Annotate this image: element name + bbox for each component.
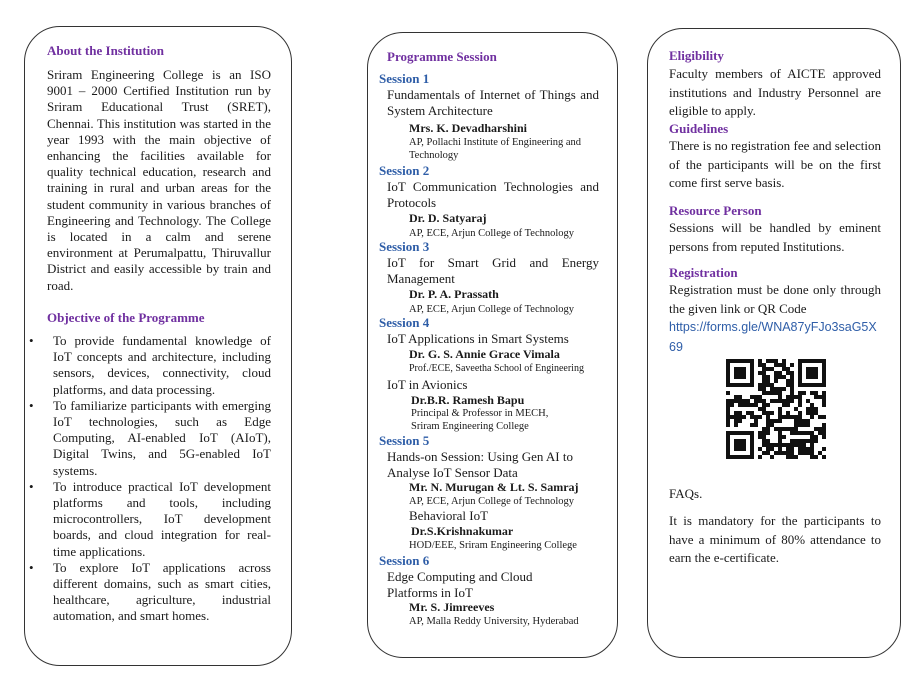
faqs-label: FAQs. [669, 486, 703, 501]
session-1-affiliation: AP, Pollachi Institute of Engineering and Technology [409, 137, 582, 161]
programme-heading: Programme Session [387, 49, 497, 64]
session-5-topic-2: Behavioral IoT [409, 508, 489, 523]
session-4-affiliation-2b: Sriram Engineering College [411, 421, 529, 432]
session-3-speaker: Dr. P. A. Prassath [409, 287, 499, 301]
bullet-icon: • [29, 397, 34, 413]
list-item: • To familiarize participants with emerging IoT technologies, such as Edge Computing, AI-enabled IoT (AIoT), Digital Twins, and 5G-enabled IoT systems. [29, 397, 271, 478]
eligibility-text: Faculty members of AICTE approved institutions and Industry Personnel are eligible to apply. [669, 66, 881, 118]
session-6-topic: Edge Computing and Cloud Platforms in IoT [387, 569, 533, 600]
session-2-topic: IoT Communication Technologies and Protocols [387, 179, 599, 210]
info-panel [647, 28, 901, 658]
eligibility-heading: Eligibility [669, 48, 724, 63]
session-3-affiliation: AP, ECE, Arjun College of Technology [409, 304, 575, 315]
registration-link[interactable]: https://forms.gle/WNA87yFJo3saG5X69 [669, 320, 877, 354]
bullet-icon: • [29, 333, 34, 348]
list-item: • To explore IoT applications across different domains, such as smart cities, healthcare, agriculture, industrial automation, and smart homes. [29, 559, 271, 624]
session-2-label: Session 2 [379, 163, 430, 178]
session-5-topic: Hands-on Session: Using Gen AI to Analyse IoT Sensor Data [387, 449, 573, 480]
about-text: Sriram Engineering College is an ISO 9001 – 2000 Certified Institution run by Sriram Educational Trust (SRET), Chennai. This institution was started in the year 1993 with the main objective of enhancing the facilities available for quality technical education, research and training in rural and urban areas for the student community in various branches of Engineering and Technology. The College is located in a calm and serene environment at Perumalpattu, Thiruvallur District and easily accessible by train and road. [47, 67, 271, 293]
list-item: • To provide fundamental knowledge of IoT concepts and architecture, including sensors, devices, connectivity, cloud platforms, and data processing. [29, 333, 271, 397]
registration-text: Registration must be done only through the given link or QR Code [669, 282, 881, 316]
session-5-affiliation-2: HOD/EEE, Sriram Engineering College [409, 540, 577, 551]
session-5-affiliation: AP, ECE, Arjun College of Technology [409, 496, 575, 507]
programme-panel [367, 32, 618, 658]
session-4-speaker-2: Dr.B.R. Ramesh Bapu [411, 393, 525, 407]
session-2-speaker: Dr. D. Satyaraj [409, 211, 487, 225]
guidelines-heading: Guidelines [669, 121, 729, 136]
session-4-speaker: Dr. G. S. Annie Grace Vimala [409, 347, 560, 361]
guidelines-text: There is no registration fee and selection of the participants will be on the first come first serve basis. [669, 138, 881, 190]
bullet-icon: • [29, 559, 34, 575]
session-2-affiliation: AP, ECE, Arjun College of Technology [409, 228, 575, 239]
objective-heading: Objective of the Programme [47, 310, 205, 325]
session-6-speaker: Mr. S. Jimreeves [409, 600, 495, 614]
session-4-topic: IoT Applications in Smart Systems [387, 331, 569, 346]
institution-panel [24, 26, 292, 666]
session-4-affiliation-2a: Principal & Professor in MECH, [411, 408, 549, 419]
resource-text: Sessions will be handled by eminent persons from reputed Institutions. [669, 220, 881, 254]
about-heading: About the Institution [47, 43, 165, 58]
registration-heading: Registration [669, 265, 738, 280]
session-1-speaker: Mrs. K. Devadharshini [409, 121, 528, 135]
session-1-topic: Fundamentals of Internet of Things and System Architecture [387, 87, 599, 118]
bullet-icon: • [29, 478, 34, 494]
session-6-label: Session 6 [379, 553, 430, 568]
qr-code-icon [726, 359, 826, 459]
resource-heading: Resource Person [669, 203, 762, 218]
session-4-topic-2: IoT in Avionics [387, 377, 468, 392]
list-item: • To introduce practical IoT development platforms and tools, including microcontrollers, IoT development boards, and cloud integration for real-time applications. [29, 478, 271, 559]
session-1-label: Session 1 [379, 71, 430, 86]
session-3-topic: IoT for Smart Grid and Energy Management [387, 255, 599, 286]
session-5-speaker: Mr. N. Murugan & Lt. S. Samraj [409, 480, 579, 494]
session-4-affiliation: Prof./ECE, Saveetha School of Engineering [409, 363, 584, 374]
session-4-label: Session 4 [379, 315, 430, 330]
session-3-label: Session 3 [379, 239, 430, 254]
session-5-label: Session 5 [379, 433, 430, 448]
objective-list [25, 333, 271, 625]
faqs-text: It is mandatory for the participants to have a minimum of 80% attendance to earn the e-certificate. [669, 513, 881, 565]
session-6-affiliation: AP, Malla Reddy University, Hyderabad [409, 616, 579, 627]
session-5-speaker-2: Dr.S.Krishnakumar [411, 524, 514, 538]
